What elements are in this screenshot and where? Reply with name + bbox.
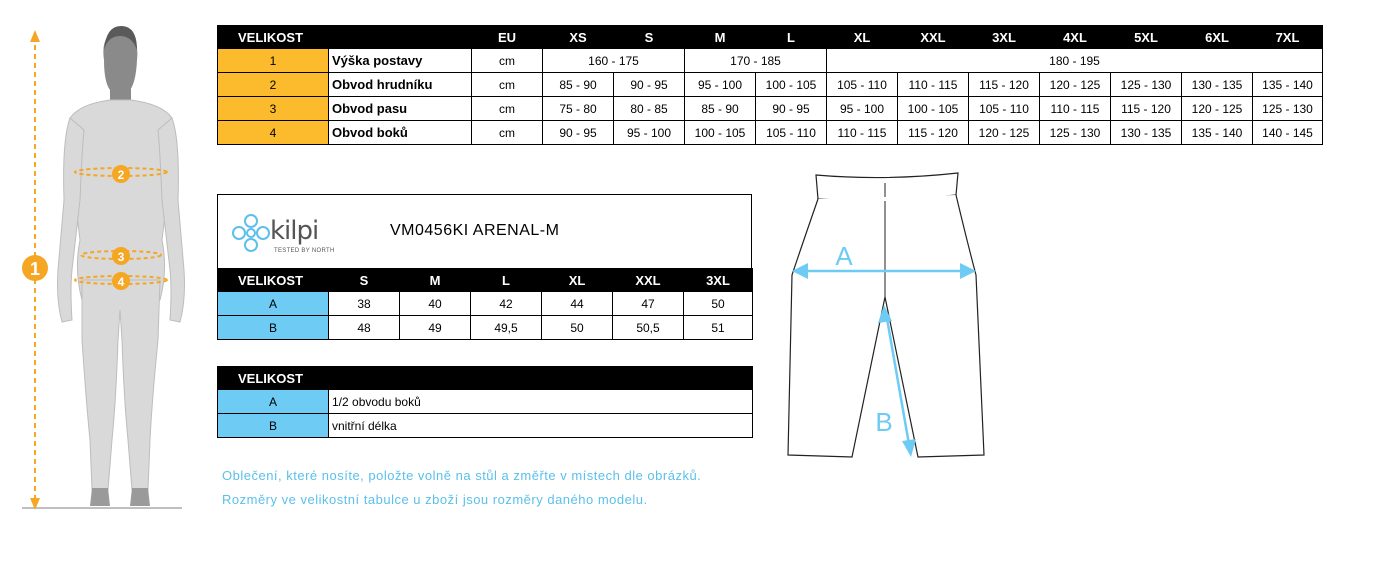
header-cell: XL xyxy=(542,269,613,292)
product-table-header xyxy=(218,269,753,292)
table-row xyxy=(218,316,753,340)
table-cell: 180 - 195 xyxy=(827,49,1323,73)
row-label: A xyxy=(218,292,329,316)
table-cell: 125 - 130 xyxy=(1253,97,1323,121)
table-cell: 100 - 105 xyxy=(756,73,827,97)
svg-text:3: 3 xyxy=(117,250,125,264)
row-label: A xyxy=(218,390,329,414)
table-cell: 50 xyxy=(542,316,613,340)
product-model: VM0456KI ARENAL-M xyxy=(390,222,560,239)
table-cell: 125 - 130 xyxy=(1111,73,1182,97)
table-cell: 51 xyxy=(684,316,753,340)
table-cell: 49 xyxy=(400,316,471,340)
table-cell: 85 - 90 xyxy=(543,73,614,97)
header-cell: 3XL xyxy=(969,26,1040,49)
brand-tagline: TESTED BY NORTH xyxy=(274,248,335,254)
row-unit: cm xyxy=(472,73,543,97)
header-cell: 4XL xyxy=(1040,26,1111,49)
table-cell: 120 - 125 xyxy=(969,121,1040,145)
header-cell: XXL xyxy=(898,26,969,49)
table-cell: 135 - 140 xyxy=(1182,121,1253,145)
table-row xyxy=(218,73,1323,97)
header-cell: VELIKOST xyxy=(218,367,329,390)
row-number: 2 xyxy=(218,73,329,97)
legend-table-header xyxy=(218,367,753,390)
table-row xyxy=(218,49,1323,73)
table-row xyxy=(218,414,753,438)
main-table-header xyxy=(218,26,1323,49)
header-cell: S xyxy=(329,269,400,292)
table-cell: 49,5 xyxy=(471,316,542,340)
header-cell: S xyxy=(614,26,685,49)
header-cell: XS xyxy=(543,26,614,49)
table-cell: 85 - 90 xyxy=(685,97,756,121)
table-cell: 130 - 135 xyxy=(1182,73,1253,97)
header-cell: VELIKOST xyxy=(218,269,329,292)
table-cell: 115 - 120 xyxy=(898,121,969,145)
header-cell: M xyxy=(400,269,471,292)
table-cell: 90 - 95 xyxy=(756,97,827,121)
row-label: Výška postavy xyxy=(329,49,472,73)
shorts-measurement-figure xyxy=(780,165,1000,465)
table-cell: 80 - 85 xyxy=(614,97,685,121)
header-cell: XXL xyxy=(613,269,684,292)
table-cell: 160 - 175 xyxy=(543,49,685,73)
table-cell: 75 - 80 xyxy=(543,97,614,121)
table-cell: 125 - 130 xyxy=(1040,121,1111,145)
table-cell: 170 - 185 xyxy=(685,49,827,73)
row-number: 4 xyxy=(218,121,329,145)
table-cell: 105 - 110 xyxy=(969,97,1040,121)
table-cell: 100 - 105 xyxy=(685,121,756,145)
table-row xyxy=(218,390,753,414)
table-cell: 42 xyxy=(471,292,542,316)
row-unit: cm xyxy=(472,97,543,121)
table-cell: vnitřní délka xyxy=(329,414,753,438)
row-number: 1 xyxy=(218,49,329,73)
header-cell: 6XL xyxy=(1182,26,1253,49)
table-row xyxy=(218,292,753,316)
svg-text:2: 2 xyxy=(117,168,125,182)
table-cell: 95 - 100 xyxy=(685,73,756,97)
row-label: B xyxy=(218,414,329,438)
table-cell: 95 - 100 xyxy=(614,121,685,145)
svg-text:4: 4 xyxy=(117,275,125,289)
table-cell: 110 - 115 xyxy=(827,121,898,145)
table-cell: 140 - 145 xyxy=(1253,121,1323,145)
row-label: Obvod boků xyxy=(329,121,472,145)
table-cell: 120 - 125 xyxy=(1040,73,1111,97)
row-number: 3 xyxy=(218,97,329,121)
table-cell: 135 - 140 xyxy=(1253,73,1323,97)
header-cell: 3XL xyxy=(684,269,753,292)
table-cell: 40 xyxy=(400,292,471,316)
table-cell: 90 - 95 xyxy=(543,121,614,145)
row-unit: cm xyxy=(472,49,543,73)
header-cell xyxy=(329,367,753,390)
row-label: B xyxy=(218,316,329,340)
legend-table xyxy=(217,366,753,438)
kilpi-logo-icon xyxy=(230,212,272,254)
header-cell: XL xyxy=(827,26,898,49)
table-cell: 90 - 95 xyxy=(614,73,685,97)
header-cell: L xyxy=(756,26,827,49)
svg-text:B: B xyxy=(875,407,893,437)
svg-text:A: A xyxy=(835,241,853,271)
row-unit: cm xyxy=(472,121,543,145)
header-cell: M xyxy=(685,26,756,49)
measurement-note: Oblečení, které nosíte, položte volně na stůl a změřte v místech dle obrázků. xyxy=(222,468,702,483)
header-cell: EU xyxy=(472,26,543,49)
table-cell: 38 xyxy=(329,292,400,316)
table-cell: 110 - 115 xyxy=(1040,97,1111,121)
table-cell: 50 xyxy=(684,292,753,316)
table-cell: 130 - 135 xyxy=(1111,121,1182,145)
row-label: Obvod hrudníku xyxy=(329,73,472,97)
header-cell: L xyxy=(471,269,542,292)
brand-logo-text: kilpi xyxy=(270,216,319,246)
header-cell xyxy=(329,26,472,49)
table-cell: 105 - 110 xyxy=(756,121,827,145)
table-row xyxy=(218,121,1323,145)
main-size-table xyxy=(217,25,1323,145)
body-measurement-figure xyxy=(0,0,200,520)
table-cell: 1/2 obvodu boků xyxy=(329,390,753,414)
table-cell: 115 - 120 xyxy=(1111,97,1182,121)
table-cell: 120 - 125 xyxy=(1182,97,1253,121)
table-row xyxy=(218,97,1323,121)
model-size-note: Rozměry ve velikostní tabulce u zboží jsou rozměry daného modelu. xyxy=(222,492,648,507)
table-cell: 115 - 120 xyxy=(969,73,1040,97)
table-cell: 44 xyxy=(542,292,613,316)
table-cell: 110 - 115 xyxy=(898,73,969,97)
svg-text:1: 1 xyxy=(29,259,41,279)
row-label: Obvod pasu xyxy=(329,97,472,121)
table-cell: 48 xyxy=(329,316,400,340)
table-cell: 105 - 110 xyxy=(827,73,898,97)
product-size-table xyxy=(217,268,753,340)
header-cell: 5XL xyxy=(1111,26,1182,49)
header-cell: 7XL xyxy=(1253,26,1323,49)
table-cell: 47 xyxy=(613,292,684,316)
table-cell: 100 - 105 xyxy=(898,97,969,121)
table-cell: 50,5 xyxy=(613,316,684,340)
table-cell: 95 - 100 xyxy=(827,97,898,121)
header-cell: VELIKOST xyxy=(218,26,329,49)
